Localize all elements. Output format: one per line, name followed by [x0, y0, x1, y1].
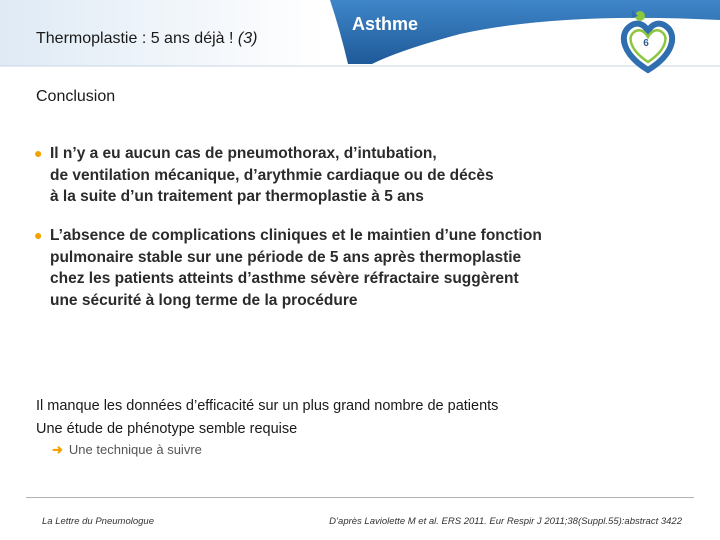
slide-header	[0, 0, 720, 78]
bullet-line: à la suite d’un traitement par thermoplastie à 5 ans	[50, 188, 424, 205]
bullet-line: une sécurité à long terme de la procédure	[50, 291, 358, 309]
bullet-dot-icon: ●	[34, 227, 43, 243]
topic-label: Asthme	[352, 14, 419, 34]
bullet-line: chez les patients atteints d’asthme sévère réfractaire suggèrent	[50, 270, 519, 287]
bullet-line: L’absence de complications cliniques et le maintien d’une fonction	[50, 227, 542, 244]
note-line: Une étude de phénotype semble requise	[36, 421, 298, 437]
arrow-right-icon: ➜	[52, 442, 63, 457]
footer-divider	[26, 497, 694, 498]
slide-title: Thermoplastie : 5 ans déjà ! (3)	[36, 30, 258, 47]
footer-reference: D’après Laviolette M et al. ERS 2011. Eur Respir J 2011;38(Suppl.55):abstract 3422	[329, 516, 682, 527]
slide-number: 6	[643, 38, 649, 49]
sub-note: ➜ Une technique à suivre	[52, 442, 202, 457]
section-title: Conclusion	[36, 88, 116, 105]
note-line: Il manque les données d’efficacité sur un plus grand nombre de patients	[36, 398, 499, 414]
bullet-dot-icon: ●	[34, 145, 43, 161]
footer-journal: La Lettre du Pneumologue	[42, 516, 154, 527]
bullet-line: de ventilation mécanique, d’arythmie cardiaque ou de décès	[50, 166, 494, 184]
bullet-line: Il n’y a eu aucun cas de pneumothorax, d’intubation,	[50, 145, 437, 162]
bullet-item	[34, 225, 654, 313]
bullet-line: pulmonaire stable sur une période de 5 ans après thermoplastie	[50, 248, 522, 266]
bullet-item	[34, 143, 654, 209]
